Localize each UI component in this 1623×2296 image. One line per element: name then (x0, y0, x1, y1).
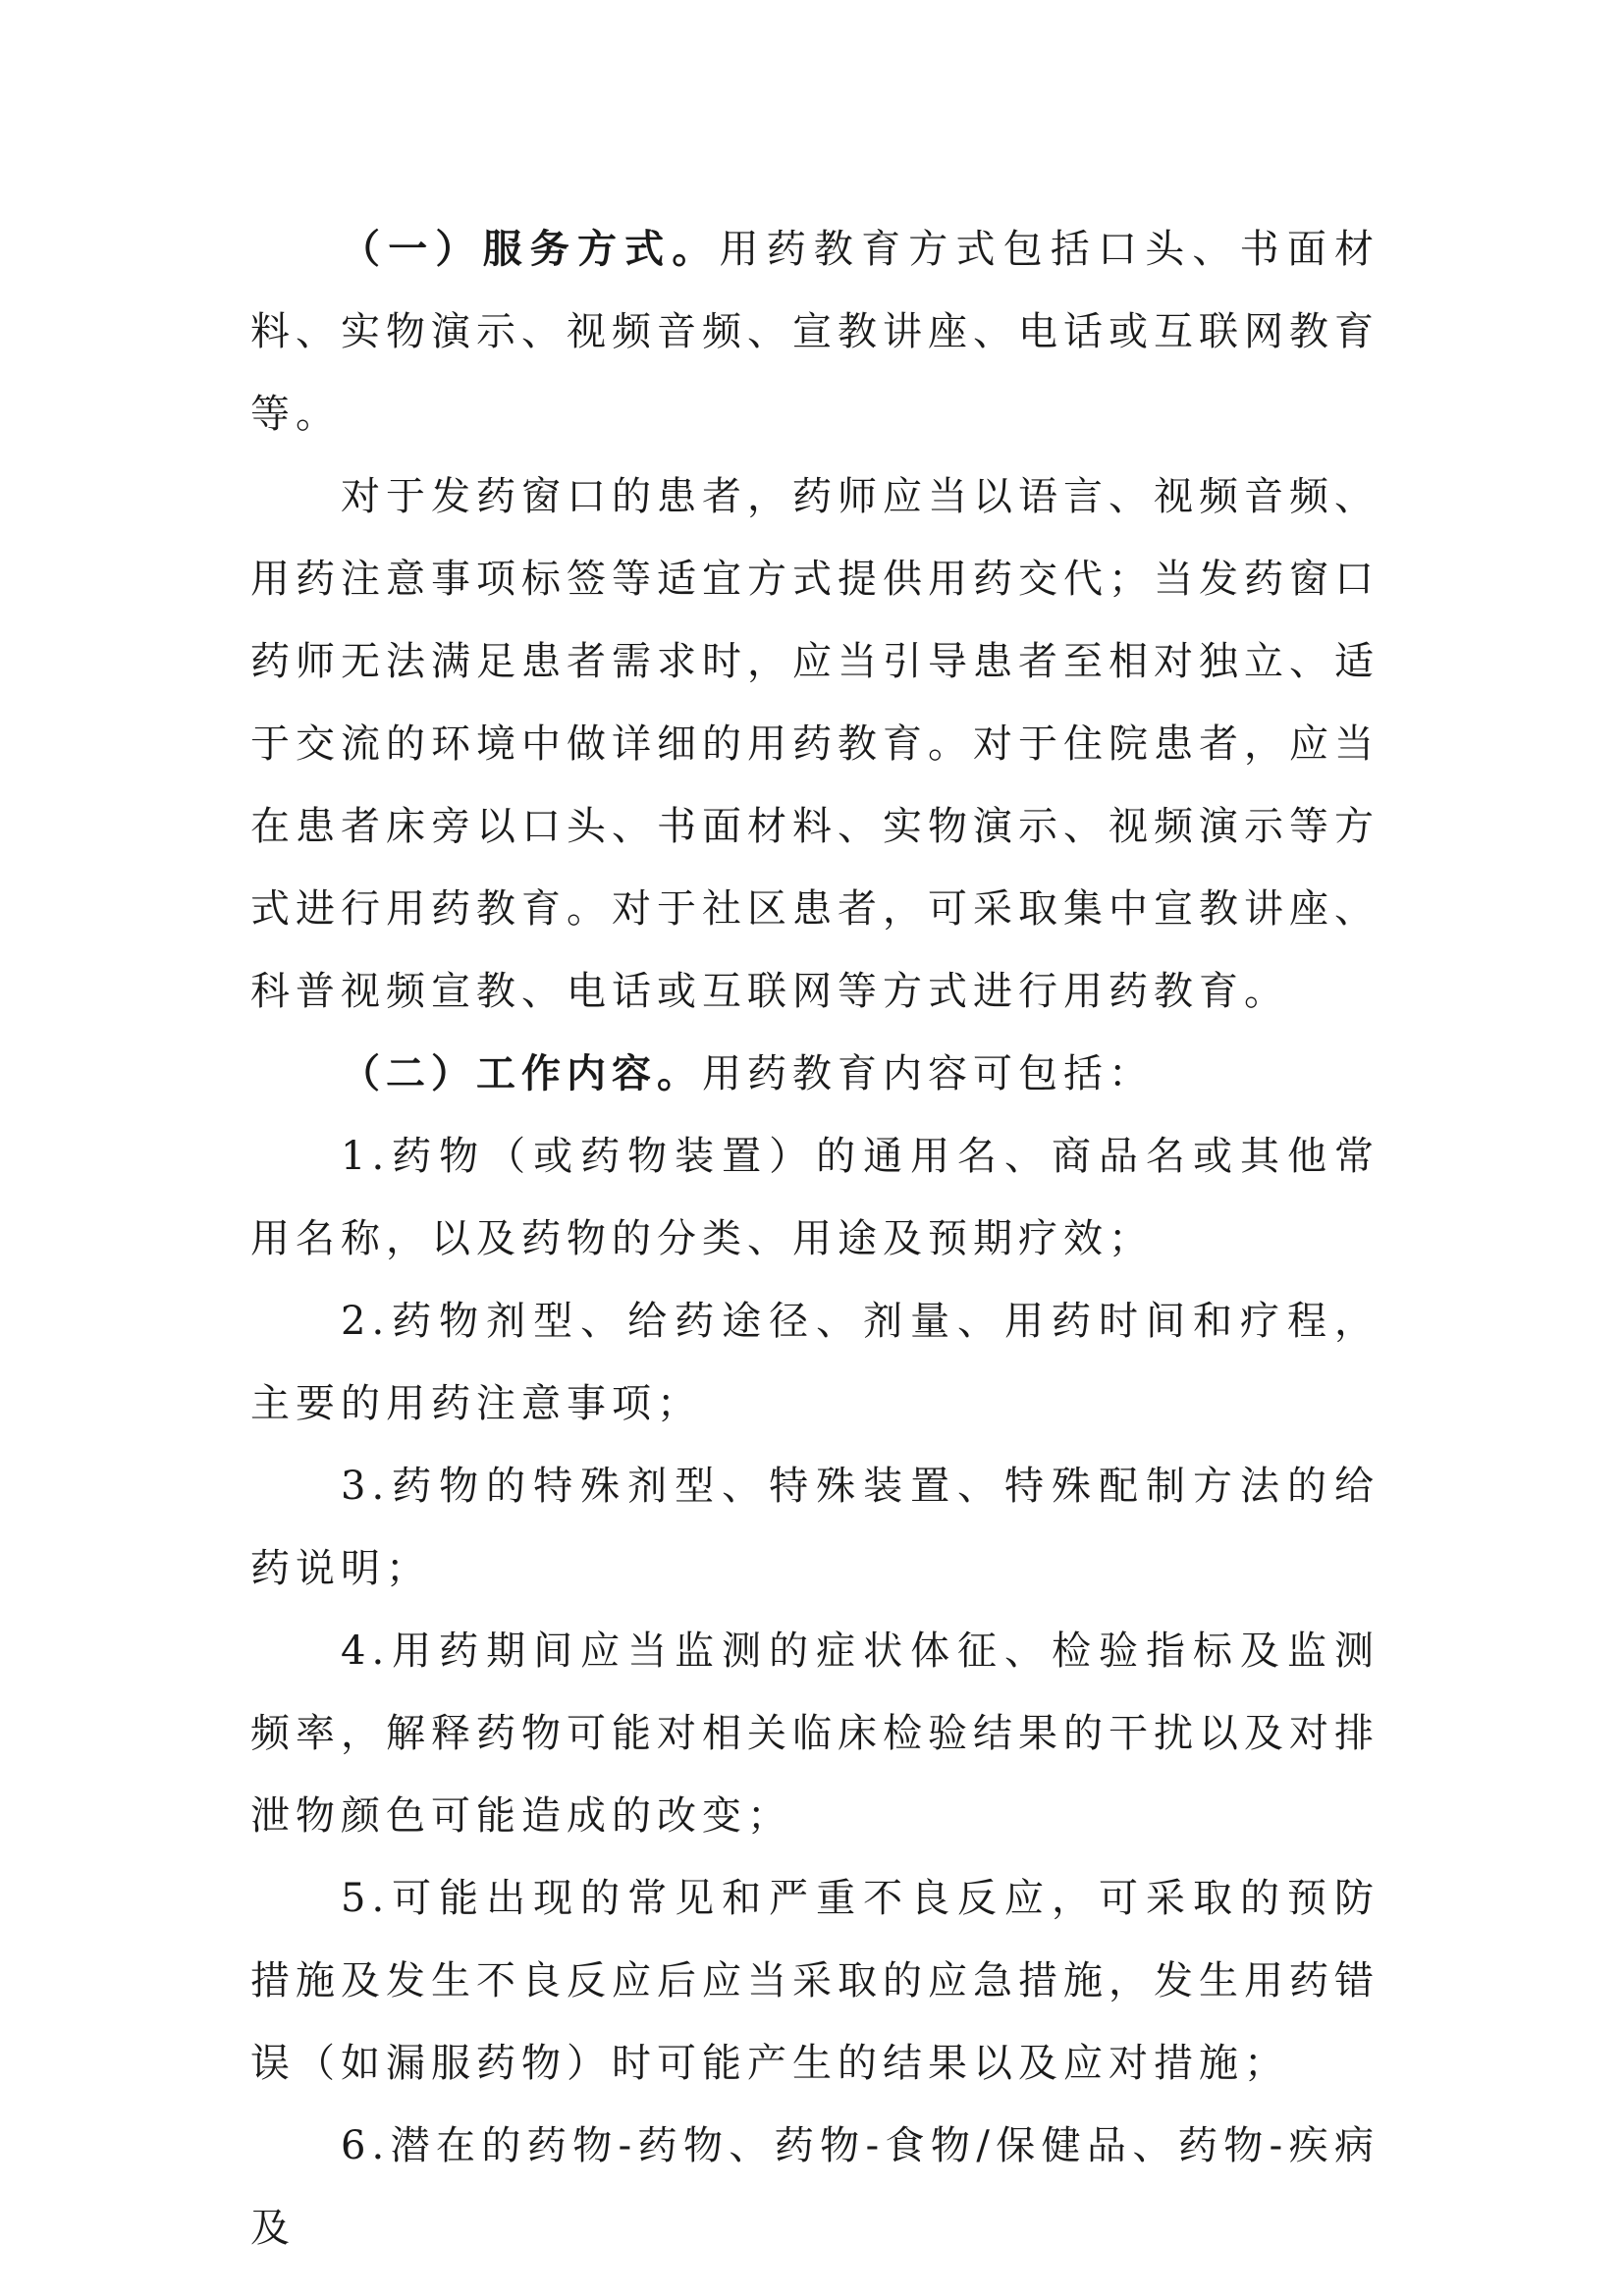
list-item-4: 4.用药期间应当监测的症状体征、检验指标及监测频率，解释药物可能对相关临床检验结果的干扰以及对排泄物颜色可能造成的改变； (250, 1629, 1380, 1839)
section-heading-work-content: （二）工作内容。 (341, 1051, 702, 1096)
document-body (250, 208, 1380, 2269)
list-item-1: 1.药物（或药物装置）的通用名、商品名或其他常用名称，以及药物的分类、用途及预期疗效； (250, 1134, 1380, 1261)
section-text-service-mode: 用药教育方式包括口头、书面材料、实物演示、视频音频、宣教讲座、电话或互联网教育等。 (250, 227, 1380, 437)
paragraph-patient-types: 对于发药窗口的患者，药师应当以语言、视频音频、用药注意事项标签等适宜方式提供用药交代；当发药窗口药师无法满足患者需求时，应当引导患者至相对独立、适于交流的环境中做详细的用药教育。对于住院患者，应当在患者床旁以口头、书面材料、实物演示、视频演示等方式进行用药教育。对于社区患者，可采取集中宣教讲座、科普视频宣教、电话或互联网等方式进行用药教育。 (250, 474, 1380, 1014)
list-item-3: 3.药物的特殊剂型、特殊装置、特殊配制方法的给药说明； (250, 1464, 1380, 1591)
list-item-2: 2.药物剂型、给药途径、剂量、用药时间和疗程，主要的用药注意事项； (250, 1299, 1380, 1426)
list-item-6: 6.潜在的药物-药物、药物-食物/保健品、药物-疾病及 (250, 2123, 1380, 2251)
list-item-5: 5.可能出现的常见和严重不良反应，可采取的预防措施及发生不良反应后应当采取的应急措施，发生用药错误（如漏服药物）时可能产生的结果以及应对措施； (250, 1876, 1380, 2086)
section-service-mode (250, 208, 1380, 455)
section-work-content (250, 1033, 1380, 1115)
section-heading-service-mode: （一）服务方式。 (341, 227, 720, 272)
section-text-work-content: 用药教育内容可包括： (702, 1051, 1154, 1096)
